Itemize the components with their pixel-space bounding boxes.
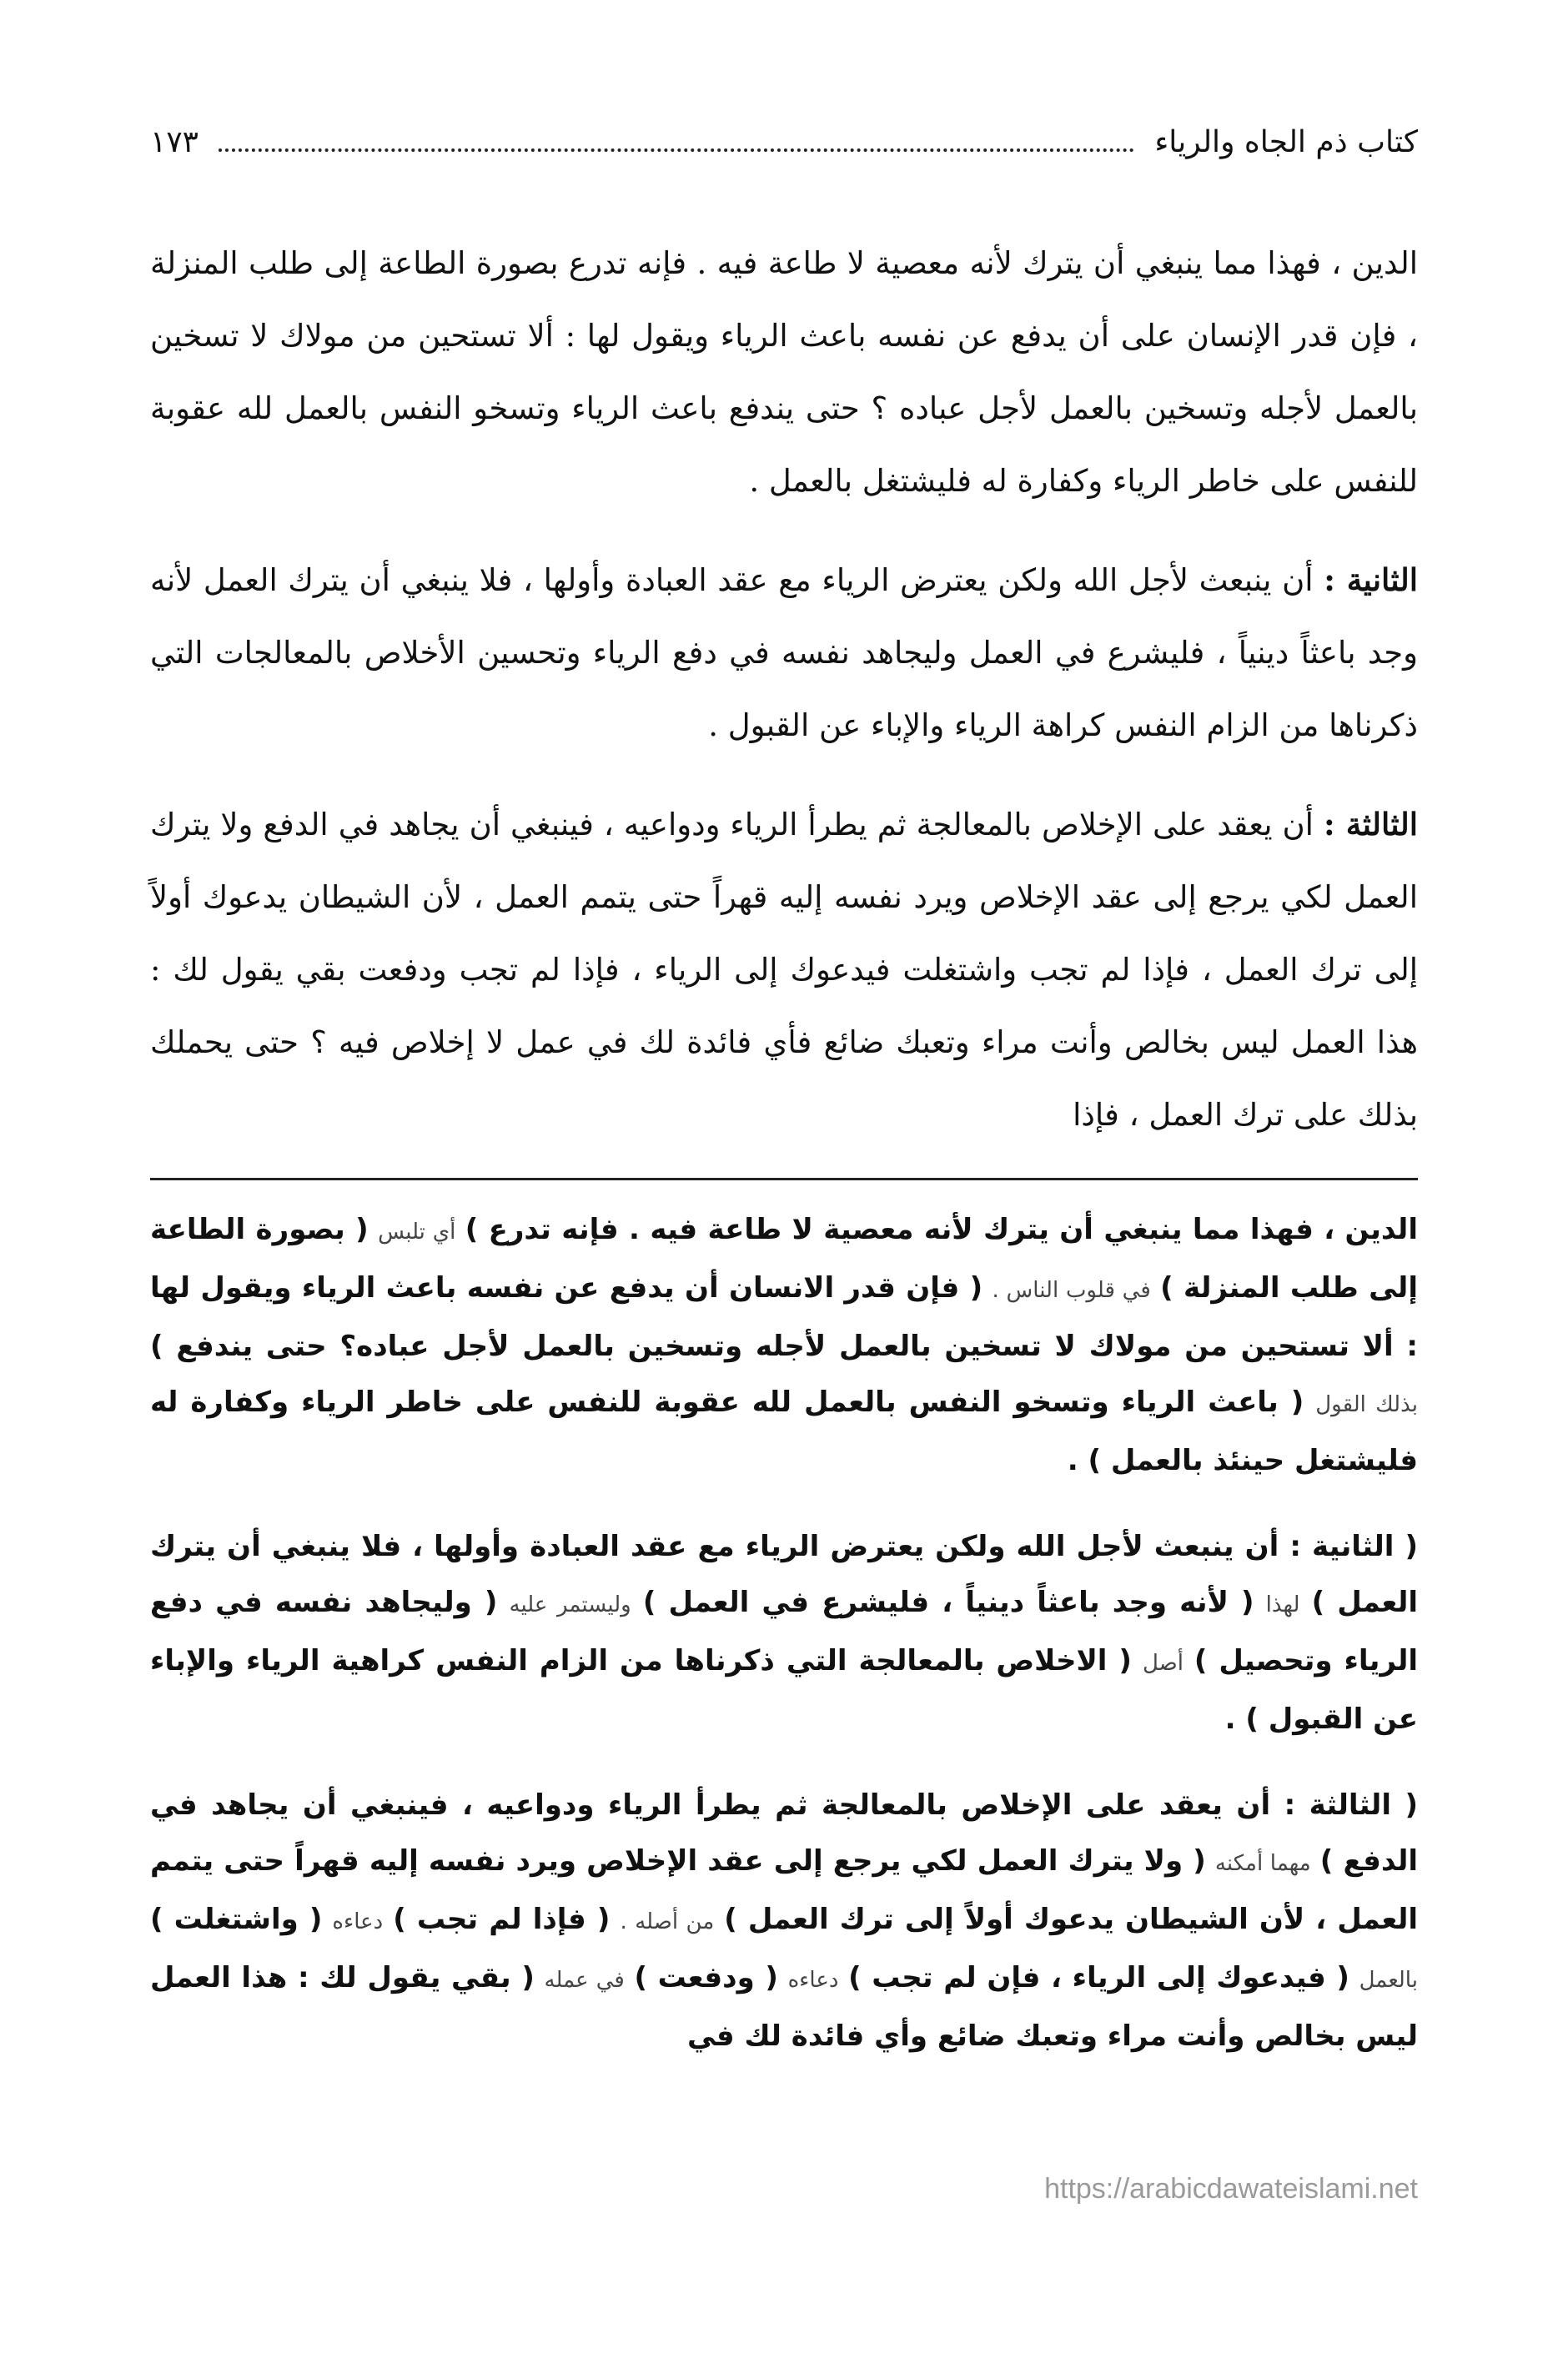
sharh-gloss: بالعمل (1359, 1968, 1418, 1993)
matn-quote: ( الثانية : أن ينبعث لأجل الله ولكن يعترض الرياء مع عقد العبادة وأولها ، فلا ينبغي أن يترك العمل ) (150, 1530, 1418, 1619)
section-heading-third: الثالثة : (1323, 806, 1418, 842)
matn-quote: الدين ، فهذا مما ينبغي أن يترك لأنه معصية لا طاعة فيه . فإنه تدرع ) (465, 1213, 1418, 1246)
sharh-gloss: وليستمر عليه (509, 1592, 631, 1617)
section-heading-second: الثانية : (1324, 561, 1419, 598)
commentary (150, 1202, 1418, 2065)
main-paragraph-1: الدين ، فهذا مما ينبغي أن يترك لأنه معصية لا طاعة فيه . فإنه تدرع بصورة الطاعة إلى طلب المنزلة ، فإن قدر الإنسان على أن يدفع عن نفسه باعث الرياء ويقول لها : ألا تستحين من مولاك لا تسخين بالعمل لأجله وتسخين بالعمل لأجل عباده ؟ حتى يندفع باعث الرياء وتسخو النفس بالعمل لله عقوبة للنفس على خاطر الرياء وكفارة له فليشتغل بالعمل . (150, 245, 1419, 499)
running-title: كتاب ذم الجاه والرياء (1154, 125, 1418, 159)
matn-quote: ( بقي يقول لك : هذا العمل ليس بخالص وأنت مراء وتعبك ضائع وأي فائدة لك في (150, 1961, 1418, 2053)
matn-quote: ( فيدعوك إلى الرياء ، فإن لم تجب ) (848, 1961, 1349, 1994)
sharh-gloss: في قلوب الناس . (992, 1278, 1151, 1303)
sharh-gloss: بذلك القول (1315, 1392, 1418, 1417)
sharh-gloss: أي تلبس (378, 1220, 456, 1245)
sharh-gloss: في عمله (544, 1968, 625, 1993)
main-paragraph-3 (150, 788, 1418, 1151)
header-leader-dots (219, 128, 1134, 152)
running-header (150, 125, 1418, 192)
sharh-gloss: أصل (1142, 1651, 1184, 1676)
matn-quote: ( فإن قدر الانسان أن يدفع عن نفسه باعث الرياء ويقول لها : ألا تستحين من مولاك لا تسخين بالعمل لأجله وتسخين بالعمل لأجل عباده؟ حتى يندفع ) (150, 1271, 1418, 1363)
matn-quote: ( الثالثة : أن يعقد على الإخلاص بالمعالجة ثم يطرأ الرياء ودواعيه ، فينبغي أن يجاهد في الدفع ) (150, 1788, 1418, 1878)
commentary-paragraph-1 (150, 1202, 1418, 1489)
sharh-gloss: مهما أمكنه (1214, 1851, 1311, 1876)
sharh-gloss: من أصله . (620, 1909, 715, 1934)
sharh-gloss: دعاءه (332, 1909, 384, 1934)
matn-quote: ( وليجاهد نفسه في دفع الرياء وتحصيل ) (150, 1586, 1418, 1677)
matn-quote: ( ودفعت ) (634, 1961, 778, 1994)
commentary-paragraph-3 (150, 1778, 1418, 2065)
commentary-paragraph-2 (150, 1519, 1418, 1748)
matn-quote: ( الاخلاص بالمعالجة التي ذكرناها من الزام النفس كراهية الرياء والإباء عن القبول ) . (150, 1644, 1418, 1736)
matn-quote: ( فإذا لم تجب ) (393, 1903, 611, 1936)
matn-quote: ( بصورة الطاعة إلى طلب المنزلة ) (150, 1213, 1418, 1305)
main-text (150, 227, 1418, 1151)
watermark-url: https://arabicdawateislami.net (1044, 2173, 1418, 2205)
commentary-divider (150, 1178, 1418, 1180)
main-paragraph-3-text: أن يعقد على الإخلاص بالمعالجة ثم يطرأ الرياء ودواعيه ، فينبغي أن يجاهد في الدفع ولا يترك العمل لكي يرجع إلى عقد الإخلاص ويرد نفسه إليه قهراً حتى يتمم العمل ، لأن الشيطان يدعوك أولاً إلى ترك العمل ، فإذا لم تجب واشتغلت فيدعوك إلى الرياء ، فإذا لم تجب ودفعت بقي يقول لك : هذا العمل ليس بخالص وأنت مراء وتعبك ضائع فأي فائدة لك في عمل لا إخلاص فيه ؟ حتى يحملك بذلك على ترك العمل ، فإذا (150, 807, 1418, 1133)
matn-quote: ( باعث الرياء وتسخو النفس بالعمل لله عقوبة للنفس على خاطر الرياء وكفارة له فليشتغل حينئذ بالعمل ) . (150, 1386, 1418, 1477)
book-page (150, 125, 1418, 2095)
sharh-gloss: دعاءه (787, 1968, 839, 1993)
main-paragraph-2 (150, 544, 1418, 762)
matn-quote: ( واشتغلت ) (150, 1903, 323, 1936)
matn-quote: ( ولا يترك العمل لكي يرجع إلى عقد الإخلاص ويرد نفسه إليه قهراً حتى يتمم العمل ، لأن الشيطان يدعوك أولاً إلى ترك العمل ) (150, 1844, 1418, 1936)
main-paragraph-2-text: أن ينبعث لأجل الله ولكن يعترض الرياء مع عقد العبادة وأولها ، فلا ينبغي أن يترك العمل لأنه وجد باعثاً دينياً ، فليشرع في العمل وليجاهد نفسه في دفع الرياء وتحسين الأخلاص بالمعالجات التي ذكرناها من الزام النفس كراهة الرياء والإباء عن القبول . (150, 562, 1418, 743)
page-number: ١٧٣ (150, 125, 199, 159)
matn-quote: ( لأنه وجد باعثاً دينياً ، فليشرع في العمل ) (642, 1586, 1254, 1619)
sharh-gloss: لهذا (1265, 1592, 1300, 1617)
